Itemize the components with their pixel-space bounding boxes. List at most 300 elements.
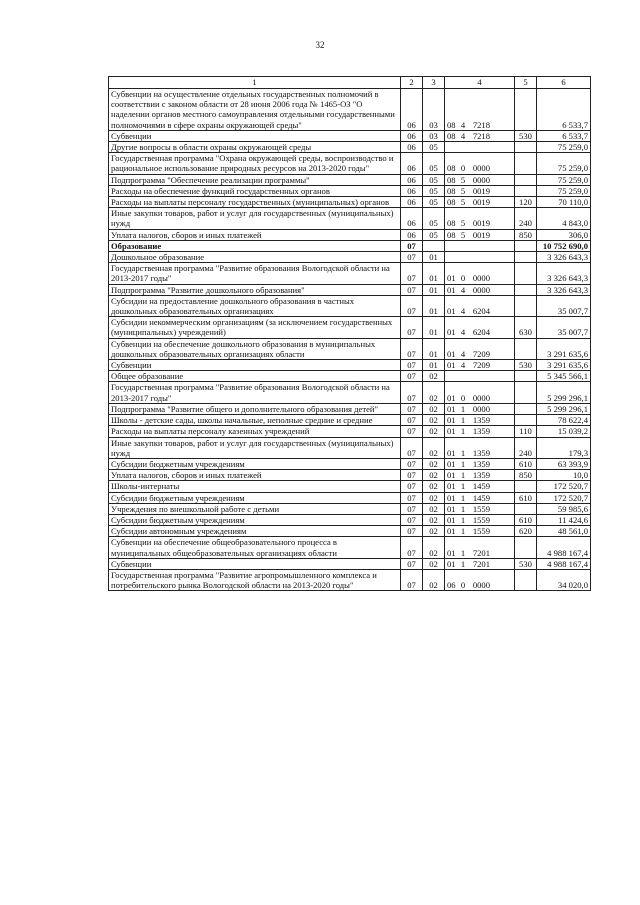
table-row — [109, 526, 591, 537]
target-article-part: 1 — [460, 426, 466, 437]
target-article-part: 5 — [460, 218, 466, 229]
target-article-part: 4 — [460, 130, 466, 141]
target-article-part: 08 — [447, 218, 456, 229]
row-name-cell: Иные закупки товаров, работ и услуг для государственных (муниципальных) нужд — [109, 437, 401, 458]
target-article-part: 4 — [460, 348, 466, 359]
table-row — [109, 174, 591, 185]
target-article-part: 01 — [447, 514, 456, 525]
section-code-cell: 07 — [401, 492, 423, 503]
amount-cell: 15 039,2 — [537, 426, 591, 437]
target-article-part: 01 — [447, 348, 456, 359]
section-code-cell: 07 — [401, 252, 423, 263]
row-name-cell: Образование — [109, 240, 401, 251]
expense-type-cell: 620 — [515, 526, 537, 537]
target-article-cell — [445, 338, 515, 359]
expense-type-cell — [515, 295, 537, 316]
target-article-part: 1 — [460, 558, 466, 569]
section-code-cell: 06 — [401, 197, 423, 208]
subsection-code-cell: 05 — [423, 153, 445, 174]
row-name-cell: Расходы на выплаты персоналу казенных учреждений — [109, 426, 401, 437]
target-article-part: 1 — [460, 470, 466, 481]
table-row — [109, 130, 591, 141]
row-name-cell: Субвенции — [109, 360, 401, 371]
amount-cell: 48 561,0 — [537, 526, 591, 537]
subsection-code-cell: 02 — [423, 492, 445, 503]
target-article-cell — [445, 503, 515, 514]
table-row — [109, 382, 591, 403]
target-article-cell — [445, 174, 515, 185]
target-article-part: 1 — [460, 415, 466, 426]
target-article-part: 7201 — [472, 558, 490, 569]
target-article-part: 01 — [447, 360, 456, 371]
amount-cell: 3 326 643,3 — [537, 263, 591, 284]
row-name-cell: Школы - детские сады, школы начальные, неполные средние и средние — [109, 415, 401, 426]
expense-type-cell — [515, 569, 537, 590]
target-article-part: 08 — [447, 174, 456, 185]
row-name-cell: Уплата налогов, сборов и иных платежей — [109, 470, 401, 481]
amount-cell: 5 345 566,1 — [537, 371, 591, 382]
target-article-part: 1359 — [472, 447, 490, 458]
target-article-part: 1559 — [472, 526, 490, 537]
target-article-cell — [445, 558, 515, 569]
target-article-part: 1 — [460, 403, 466, 414]
subsection-code-cell: 02 — [423, 415, 445, 426]
target-article-part: 0 — [460, 163, 466, 174]
target-article-cell — [445, 470, 515, 481]
target-article-part: 0000 — [472, 392, 490, 403]
row-name-cell: Субвенции на обеспечение общеобразовательного процесса в муниципальных общеобразовательных организациях области — [109, 537, 401, 558]
header-cell: 6 — [537, 77, 591, 89]
expense-type-cell — [515, 382, 537, 403]
amount-cell: 75 259,0 — [537, 174, 591, 185]
subsection-code-cell: 03 — [423, 89, 445, 131]
target-article-part: 4 — [460, 327, 466, 338]
table-header-row — [109, 77, 591, 89]
target-article-cell — [445, 284, 515, 295]
row-name-cell: Государственная программа "Охрана окружающей среды, воспроизводство и рациональное использование природных ресурсов на 2013-2020 годы" — [109, 153, 401, 174]
target-article-part: 5 — [460, 185, 466, 196]
target-article-part: 1 — [460, 514, 466, 525]
table-row — [109, 537, 591, 558]
expense-type-cell: 610 — [515, 492, 537, 503]
target-article-part: 01 — [447, 392, 456, 403]
target-article-cell — [445, 492, 515, 503]
target-article-part: 1459 — [472, 492, 490, 503]
section-code-cell: 07 — [401, 240, 423, 251]
target-article-part: 01 — [447, 503, 456, 514]
expense-type-cell — [515, 153, 537, 174]
subsection-code-cell: 05 — [423, 174, 445, 185]
amount-cell: 4 988 167,4 — [537, 537, 591, 558]
amount-cell: 63 393,9 — [537, 458, 591, 469]
expense-type-cell: 530 — [515, 130, 537, 141]
amount-cell: 35 007,7 — [537, 317, 591, 338]
amount-cell: 11 424,6 — [537, 514, 591, 525]
subsection-code-cell: 02 — [423, 470, 445, 481]
expense-type-cell — [515, 415, 537, 426]
section-code-cell: 07 — [401, 558, 423, 569]
target-article-part: 01 — [447, 284, 456, 295]
section-code-cell: 07 — [401, 284, 423, 295]
table-row — [109, 89, 591, 131]
target-article-part: 08 — [447, 130, 456, 141]
subsection-code-cell: 02 — [423, 558, 445, 569]
subsection-code-cell: 05 — [423, 185, 445, 196]
section-code-cell: 07 — [401, 526, 423, 537]
header-cell: 2 — [401, 77, 423, 89]
target-article-part: 5 — [460, 174, 466, 185]
amount-cell: 172 520,7 — [537, 492, 591, 503]
target-article-cell — [445, 263, 515, 284]
section-code-cell: 07 — [401, 437, 423, 458]
table-row — [109, 317, 591, 338]
target-article-cell — [445, 514, 515, 525]
target-article-part: 0 — [460, 392, 466, 403]
expense-type-cell — [515, 252, 537, 263]
target-article-cell — [445, 240, 515, 251]
target-article-part: 0019 — [472, 218, 490, 229]
target-article-part: 1 — [460, 447, 466, 458]
section-code-cell: 07 — [401, 537, 423, 558]
section-code-cell: 07 — [401, 263, 423, 284]
expense-type-cell: 850 — [515, 470, 537, 481]
subsection-code-cell: 05 — [423, 142, 445, 153]
amount-cell: 70 110,0 — [537, 197, 591, 208]
target-article-cell — [445, 382, 515, 403]
amount-cell: 10,0 — [537, 470, 591, 481]
target-article-part: 01 — [447, 415, 456, 426]
target-article-part: 4 — [460, 284, 466, 295]
target-article-part: 01 — [447, 547, 456, 558]
subsection-code-cell: 02 — [423, 569, 445, 590]
amount-cell: 3 326 643,3 — [537, 284, 591, 295]
amount-cell: 75 259,0 — [537, 142, 591, 153]
target-article-part: 0 — [460, 580, 466, 591]
target-article-cell — [445, 360, 515, 371]
section-code-cell: 07 — [401, 360, 423, 371]
table-row — [109, 142, 591, 153]
subsection-code-cell: 03 — [423, 130, 445, 141]
target-article-part: 0 — [460, 273, 466, 284]
row-name-cell: Субвенции на обеспечение дошкольного образования в муниципальных дошкольных образовательных организациях области — [109, 338, 401, 359]
target-article-cell — [445, 153, 515, 174]
target-article-part: 08 — [447, 185, 456, 196]
table-row — [109, 295, 591, 316]
amount-cell: 172 520,7 — [537, 481, 591, 492]
row-name-cell: Субсидии на предоставление дошкольного образования в частных дошкольных образовательных организациях — [109, 295, 401, 316]
target-article-part: 1559 — [472, 503, 490, 514]
header-cell: 5 — [515, 77, 537, 89]
target-article-part: 1359 — [472, 415, 490, 426]
target-article-part: 01 — [447, 306, 456, 317]
section-code-cell: 07 — [401, 470, 423, 481]
section-code-cell: 07 — [401, 503, 423, 514]
expense-type-cell: 610 — [515, 458, 537, 469]
table-row — [109, 514, 591, 525]
target-article-part: 1 — [460, 481, 466, 492]
target-article-cell — [445, 295, 515, 316]
subsection-code-cell: 01 — [423, 252, 445, 263]
target-article-part: 4 — [460, 306, 466, 317]
expense-type-cell: 120 — [515, 197, 537, 208]
row-name-cell: Уплата налогов, сборов и иных платежей — [109, 229, 401, 240]
section-code-cell: 07 — [401, 458, 423, 469]
section-code-cell: 07 — [401, 403, 423, 414]
target-article-cell — [445, 415, 515, 426]
row-name-cell: Государственная программа "Развитие образования Вологодской области на 2013-2017 годы" — [109, 382, 401, 403]
row-name-cell: Расходы на выплаты персоналу государственных (муниципальных) органов — [109, 197, 401, 208]
target-article-part: 7218 — [472, 130, 490, 141]
section-code-cell: 06 — [401, 89, 423, 131]
target-article-part: 0019 — [472, 185, 490, 196]
target-article-part: 0000 — [472, 580, 490, 591]
amount-cell: 4 988 167,4 — [537, 558, 591, 569]
target-article-part: 01 — [447, 273, 456, 284]
header-cell: 3 — [423, 77, 445, 89]
row-name-cell: Школы-интернаты — [109, 481, 401, 492]
amount-cell: 5 299 296,1 — [537, 403, 591, 414]
target-article-part: 01 — [447, 470, 456, 481]
target-article-part: 0000 — [472, 273, 490, 284]
expense-type-cell: 530 — [515, 360, 537, 371]
amount-cell: 3 291 635,6 — [537, 360, 591, 371]
subsection-code-cell: 02 — [423, 437, 445, 458]
table-row — [109, 492, 591, 503]
target-article-part: 01 — [447, 526, 456, 537]
target-article-part: 1 — [460, 492, 466, 503]
row-name-cell: Иные закупки товаров, работ и услуг для государственных (муниципальных) нужд — [109, 208, 401, 229]
target-article-part: 06 — [447, 580, 456, 591]
table-row — [109, 503, 591, 514]
subsection-code-cell: 05 — [423, 197, 445, 208]
row-name-cell: Субсидии автономным учреждениям — [109, 526, 401, 537]
target-article-cell — [445, 526, 515, 537]
section-code-cell: 06 — [401, 153, 423, 174]
expense-type-cell: 610 — [515, 514, 537, 525]
target-article-part: 1 — [460, 547, 466, 558]
target-article-part: 01 — [447, 447, 456, 458]
subsection-code-cell: 02 — [423, 403, 445, 414]
section-code-cell: 07 — [401, 426, 423, 437]
subsection-code-cell: 02 — [423, 458, 445, 469]
section-code-cell: 07 — [401, 481, 423, 492]
table-row — [109, 197, 591, 208]
target-article-part: 01 — [447, 492, 456, 503]
expense-type-cell — [515, 142, 537, 153]
subsection-code-cell: 02 — [423, 371, 445, 382]
amount-cell: 6 533,7 — [537, 130, 591, 141]
amount-cell: 59 985,6 — [537, 503, 591, 514]
target-article-cell — [445, 371, 515, 382]
section-code-cell: 07 — [401, 338, 423, 359]
amount-cell: 5 299 296,1 — [537, 382, 591, 403]
section-code-cell: 07 — [401, 295, 423, 316]
row-name-cell: Субвенции — [109, 558, 401, 569]
target-article-part: 01 — [447, 458, 456, 469]
target-article-cell — [445, 458, 515, 469]
target-article-part: 7209 — [472, 360, 490, 371]
amount-cell: 4 843,0 — [537, 208, 591, 229]
subsection-code-cell: 02 — [423, 382, 445, 403]
target-article-part: 0000 — [472, 163, 490, 174]
target-article-part: 1459 — [472, 481, 490, 492]
target-article-part: 01 — [447, 327, 456, 338]
table-row — [109, 458, 591, 469]
target-article-part: 01 — [447, 403, 456, 414]
target-article-part: 1 — [460, 503, 466, 514]
table-row — [109, 153, 591, 174]
expense-type-cell — [515, 537, 537, 558]
table-row — [109, 240, 591, 251]
target-article-cell — [445, 426, 515, 437]
expense-type-cell: 630 — [515, 317, 537, 338]
table-row — [109, 558, 591, 569]
target-article-part: 6204 — [472, 327, 490, 338]
amount-cell: 3 326 643,3 — [537, 252, 591, 263]
header-cell: 4 — [445, 77, 515, 89]
section-code-cell: 06 — [401, 142, 423, 153]
target-article-cell — [445, 130, 515, 141]
target-article-part: 0000 — [472, 403, 490, 414]
section-code-cell: 06 — [401, 130, 423, 141]
subsection-code-cell: 02 — [423, 503, 445, 514]
target-article-cell — [445, 403, 515, 414]
target-article-cell — [445, 229, 515, 240]
table-row — [109, 426, 591, 437]
section-code-cell: 06 — [401, 208, 423, 229]
table-row — [109, 403, 591, 414]
target-article-part: 01 — [447, 426, 456, 437]
subsection-code-cell: 02 — [423, 514, 445, 525]
amount-cell: 10 752 690,0 — [537, 240, 591, 251]
target-article-part: 1 — [460, 458, 466, 469]
target-article-cell — [445, 197, 515, 208]
expense-type-cell — [515, 240, 537, 251]
target-article-cell — [445, 537, 515, 558]
expense-type-cell — [515, 89, 537, 131]
table-row — [109, 470, 591, 481]
target-article-part: 01 — [447, 481, 456, 492]
section-code-cell: 07 — [401, 382, 423, 403]
expense-type-cell: 240 — [515, 437, 537, 458]
section-code-cell: 06 — [401, 229, 423, 240]
row-name-cell: Подпрограмма "Развитие общего и дополнительного образования детей" — [109, 403, 401, 414]
subsection-code-cell: 02 — [423, 426, 445, 437]
row-name-cell: Дошкольное образование — [109, 252, 401, 263]
target-article-part: 08 — [447, 163, 456, 174]
row-name-cell: Государственная программа "Развитие агропромышленного комплекса и потребительского рынка Вологодской области на 2013-2020 годы" — [109, 569, 401, 590]
expense-type-cell — [515, 263, 537, 284]
amount-cell: 75 259,0 — [537, 153, 591, 174]
target-article-cell — [445, 208, 515, 229]
table-row — [109, 252, 591, 263]
target-article-part: 7209 — [472, 348, 490, 359]
target-article-part: 0019 — [472, 229, 490, 240]
subsection-code-cell: 01 — [423, 360, 445, 371]
section-code-cell: 06 — [401, 174, 423, 185]
section-code-cell: 07 — [401, 371, 423, 382]
subsection-code-cell: 01 — [423, 338, 445, 359]
target-article-part: 1 — [460, 526, 466, 537]
table-row — [109, 263, 591, 284]
expense-type-cell — [515, 371, 537, 382]
target-article-cell — [445, 252, 515, 263]
target-article-part: 1559 — [472, 514, 490, 525]
subsection-code-cell: 02 — [423, 481, 445, 492]
expense-type-cell: 110 — [515, 426, 537, 437]
row-name-cell: Другие вопросы в области охраны окружающей среды — [109, 142, 401, 153]
target-article-part: 01 — [447, 558, 456, 569]
expense-type-cell — [515, 481, 537, 492]
target-article-cell — [445, 437, 515, 458]
subsection-code-cell: 02 — [423, 526, 445, 537]
target-article-part: 4 — [460, 119, 466, 130]
target-article-cell — [445, 569, 515, 590]
amount-cell: 179,3 — [537, 437, 591, 458]
target-article-part: 0000 — [472, 284, 490, 295]
target-article-part: 1359 — [472, 470, 490, 481]
row-name-cell: Субсидии бюджетным учреждениям — [109, 458, 401, 469]
target-article-cell — [445, 185, 515, 196]
section-code-cell: 06 — [401, 185, 423, 196]
expense-type-cell: 530 — [515, 558, 537, 569]
target-article-part: 0019 — [472, 197, 490, 208]
amount-cell: 6 533,7 — [537, 89, 591, 131]
amount-cell: 35 007,7 — [537, 295, 591, 316]
target-article-cell — [445, 89, 515, 131]
section-code-cell: 07 — [401, 415, 423, 426]
table-row — [109, 481, 591, 492]
subsection-code-cell: 01 — [423, 317, 445, 338]
table-row — [109, 360, 591, 371]
target-article-part: 08 — [447, 119, 456, 130]
subsection-code-cell — [423, 240, 445, 251]
page-number: 32 — [315, 40, 325, 50]
row-name-cell: Субсидии бюджетным учреждениям — [109, 514, 401, 525]
subsection-code-cell: 01 — [423, 263, 445, 284]
target-article-part: 6204 — [472, 306, 490, 317]
row-name-cell: Подпрограмма "Обеспечение реализации программы" — [109, 174, 401, 185]
expense-type-cell — [515, 338, 537, 359]
target-article-cell — [445, 317, 515, 338]
target-article-part: 5 — [460, 229, 466, 240]
target-article-part: 0000 — [472, 174, 490, 185]
table-row — [109, 437, 591, 458]
row-name-cell: Государственная программа "Развитие образования Вологодской области на 2013-2017 годы" — [109, 263, 401, 284]
row-name-cell: Общее образование — [109, 371, 401, 382]
target-article-part: 1359 — [472, 458, 490, 469]
row-name-cell: Субвенции — [109, 130, 401, 141]
row-name-cell: Субсидии бюджетным учреждениям — [109, 492, 401, 503]
expense-type-cell — [515, 503, 537, 514]
target-article-part: 08 — [447, 229, 456, 240]
target-article-part: 08 — [447, 197, 456, 208]
target-article-cell — [445, 142, 515, 153]
expense-type-cell — [515, 403, 537, 414]
table-row — [109, 284, 591, 295]
amount-cell: 3 291 635,6 — [537, 338, 591, 359]
table-row — [109, 569, 591, 590]
section-code-cell: 07 — [401, 317, 423, 338]
table-row — [109, 185, 591, 196]
section-code-cell: 07 — [401, 514, 423, 525]
target-article-part: 5 — [460, 197, 466, 208]
expense-type-cell — [515, 185, 537, 196]
budget-table — [108, 76, 591, 591]
amount-cell: 75 259,0 — [537, 185, 591, 196]
budget-table-body — [109, 77, 591, 591]
target-article-cell — [445, 481, 515, 492]
